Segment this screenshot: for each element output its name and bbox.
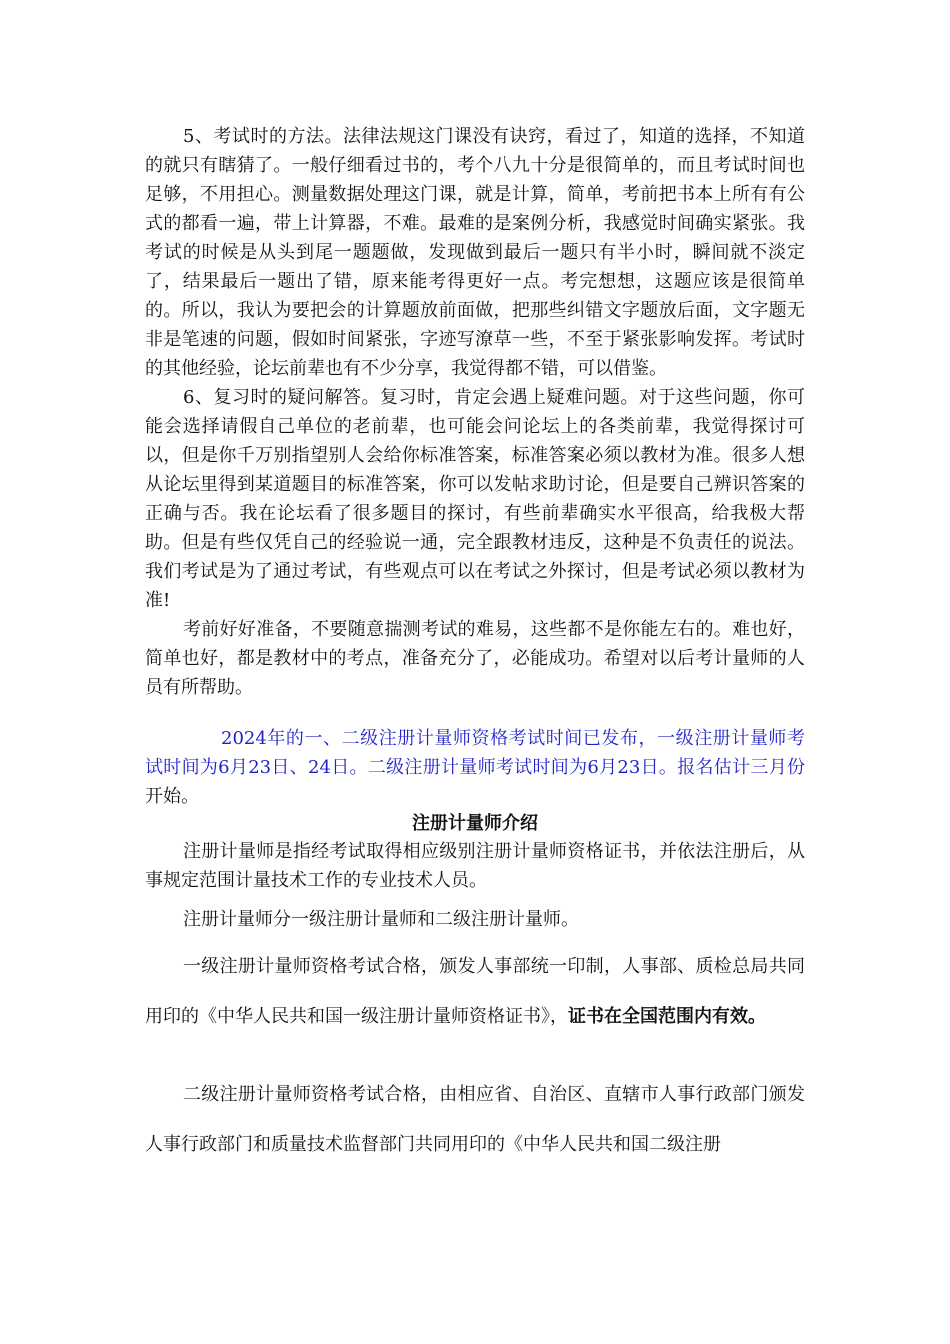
paragraph-closing: 考前好好准备，不要随意揣测考试的难易，这些都不是你能左右的。难也好，简单也好，都是教材中的考点，准备充分了，必能成功。希望对以后考计量师的人员有所帮助。: [145, 619, 805, 698]
exam-date-notice-tail: 开始。: [145, 786, 199, 807]
exam-date-notice: [145, 724, 805, 811]
exam-date-notice-highlight: 2024年的一、二级注册计量师资格考试时间已发布，一级注册计量师考试时间为6月23日、24日。二级注册计量师考试时间为6月23日。报名估计三月份: [145, 728, 805, 778]
paragraph-review-questions: 6、复习时的疑问解答。复习时，肯定会遇上疑难问题。对于这些问题，你可能会选择请假自己单位的老前辈，也可能会问论坛上的各类前辈，我觉得探讨可以，但是你千万别指望别人会给你标准答案，标准答案必须以教材为准。很多人想从论坛里得到某道题目的标准答案，你可以发帖求助讨论，但是要自己辨识答案的正确与否。我在论坛看了很多题目的探讨，有些前辈确实水平很高，给我极大帮助。但是有些仅凭自己的经验说一通，完全跟教材违反，这种是不负责任的说法。我们考试是为了通过考试，有些观点可以在考试之外探讨，但是考试必须以教材为准!: [145, 387, 805, 611]
paragraph-intro-definition: 注册计量师是指经考试取得相应级别注册计量师资格证书，并依法注册后，从事规定范围计量技术工作的专业技术人员。: [145, 841, 805, 891]
paragraph-exam-method: 5、考试时的方法。法律法规这门课没有诀窍，看过了，知道的选择，不知道的就只有瞎猜了。一般仔细看过书的，考个八九十分是很简单的，而且考试时间也足够，不用担心。测量数据处理这门课，就是计算，简单，考前把书本上所有有公式的都看一遍，带上计算器，不难。最难的是案例分析，我感觉时间确实紧张。我考试的时候是从头到尾一题题做，发现做到最后一题只有半小时，瞬间就不淡定了，结果最后一题出了错，原来能考得更好一点。考完想想，这题应该是很简单的。所以，我认为要把会的计算题放前面做，把那些纠错文字题放后面，文字题无非是笔速的问题，假如时间紧张，字迹写潦草一些，不至于紧张影响发挥。考试时的其他经验，论坛前辈也有不少分享，我觉得都不错，可以借鉴。: [145, 126, 805, 379]
document-page: [145, 122, 805, 1170]
paragraph-intro-levels: 注册计量师分一级注册计量师和二级注册计量师。: [183, 909, 579, 930]
level1-text: 一级注册计量师资格考试合格，颁发人事部统一印制，人事部、质检总局共同用印的《中华人民共和国一级注册计量师资格证书》，: [145, 956, 805, 1027]
level1-validity-text: 证书在全国范围内有效。: [568, 1006, 766, 1027]
section-heading-intro: 注册计量师介绍: [412, 813, 538, 834]
paragraph-spacer: [145, 1042, 805, 1062]
paragraph-intro-level2: 二级注册计量师资格考试合格，由相应省、自治区、直辖市人事行政部门颁发人事行政部门和质量技术监督部门共同用印的《中华人民共和国二级注册: [145, 1084, 805, 1155]
paragraph-intro-level1: [145, 942, 805, 1042]
